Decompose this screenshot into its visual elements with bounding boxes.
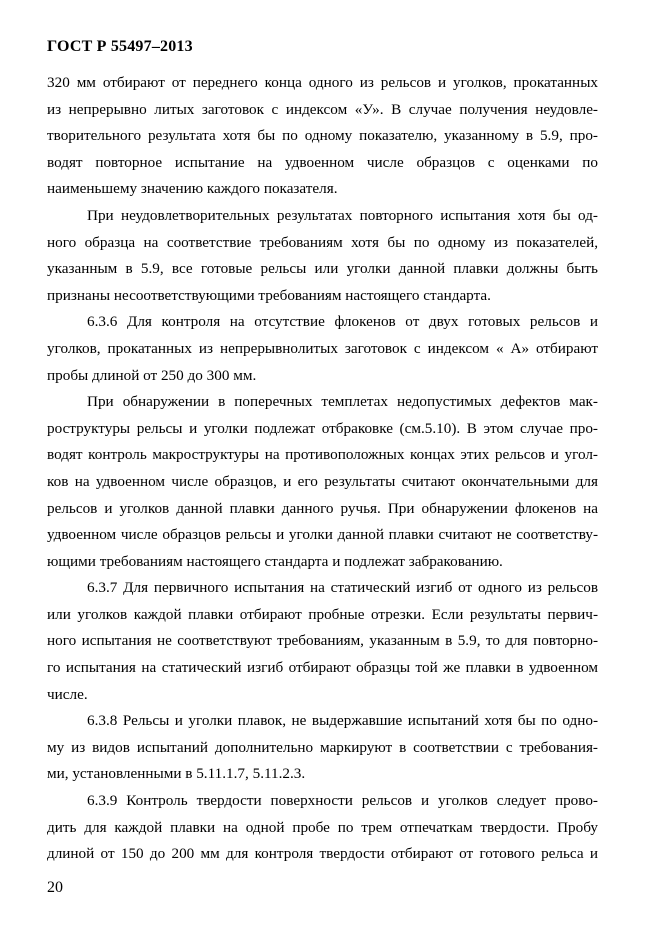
text-line: дить для каждой плавки на одной пробе по трем отпечаткам твердости. Пробу <box>47 818 598 836</box>
text-line: го испытания на статический изгиб отбирают образцы той же плавки в удвоенном <box>47 659 598 677</box>
body-text <box>47 70 598 868</box>
text-line: водят контроль макроструктуры на противоположных концах этих рельсов и угол- <box>47 446 598 464</box>
page-number: 20 <box>47 879 63 896</box>
text-line: ми, установленными в 5.11.1.7, 5.11.2.3. <box>47 765 306 783</box>
text-line: длиной от 150 до 200 мм для контроля твердости отбирают от готового рельса и <box>47 845 598 863</box>
text-line: творительного результата хотя бы по одному показателю, указанному в 5.9, про- <box>47 127 598 145</box>
text-line: му из видов испытаний дополнительно маркируют в соответствии с требования- <box>47 738 598 756</box>
text-line: При неудовлетворительных результатах повторного испытания хотя бы од- <box>87 206 598 224</box>
document-header: ГОСТ Р 55497–2013 <box>47 38 193 55</box>
text-line: указанным в 5.9, все готовые рельсы или уголки данной плавки должны быть <box>47 260 598 278</box>
text-line: водят повторное испытание на удвоенном числе образцов с оценками по <box>47 153 598 171</box>
text-line: числе. <box>47 685 88 703</box>
text-line: 6.3.7 Для первичного испытания на статический изгиб от одного из рельсов <box>87 579 598 597</box>
text-line: признаны несоответствующими требованиям настоящего стандарта. <box>47 286 491 304</box>
text-line: ков на удвоенном числе образцов, и его результаты считают окончательными для <box>47 472 598 490</box>
text-line: удвоенном числе образцов рельсы и уголки данной плавки считают не соответству- <box>47 526 598 544</box>
text-line: ющими требованиям настоящего стандарта и подлежат забракованию. <box>47 552 503 570</box>
text-line: ного образца на соответствие требованиям хотя бы по одному из показателей, <box>47 233 598 251</box>
text-line: рельсов и уголков данной плавки данного ручья. При обнаружении флокенов на <box>47 499 598 517</box>
text-line: уголков, прокатанных из непрерывнолитых заготовок с индексом « А» отбирают <box>47 339 598 357</box>
text-line: 6.3.8 Рельсы и уголки плавок, не выдержавшие испытаний хотя бы по одно- <box>87 712 598 730</box>
text-line: 6.3.9 Контроль твердости поверхности рельсов и уголков следует прово- <box>87 792 598 810</box>
text-line: При обнаружении в поперечных темплетах недопустимых дефектов мак- <box>87 393 598 411</box>
text-line: наименьшему значению каждого показателя. <box>47 180 338 198</box>
text-line: роструктуры рельсы и уголки подлежат отбраковке (см.5.10). В этом случае про- <box>47 419 598 437</box>
text-line: из непрерывно литых заготовок с индексом «У». В случае получения неудовле- <box>47 100 598 118</box>
text-line: 320 мм отбирают от переднего конца одного из рельсов и уголков, прокатанных <box>47 74 598 91</box>
text-line: 6.3.6 Для контроля на отсутствие флокенов от двух готовых рельсов и <box>87 313 598 331</box>
text-line: ного испытания не соответствуют требованиям, указанным в 5.9, то для повторно- <box>47 632 598 650</box>
text-line: пробы длиной от 250 до 300 мм. <box>47 366 257 384</box>
text-line: или уголков каждой плавки отбирают пробные отрезки. Если результаты первич- <box>47 605 598 623</box>
